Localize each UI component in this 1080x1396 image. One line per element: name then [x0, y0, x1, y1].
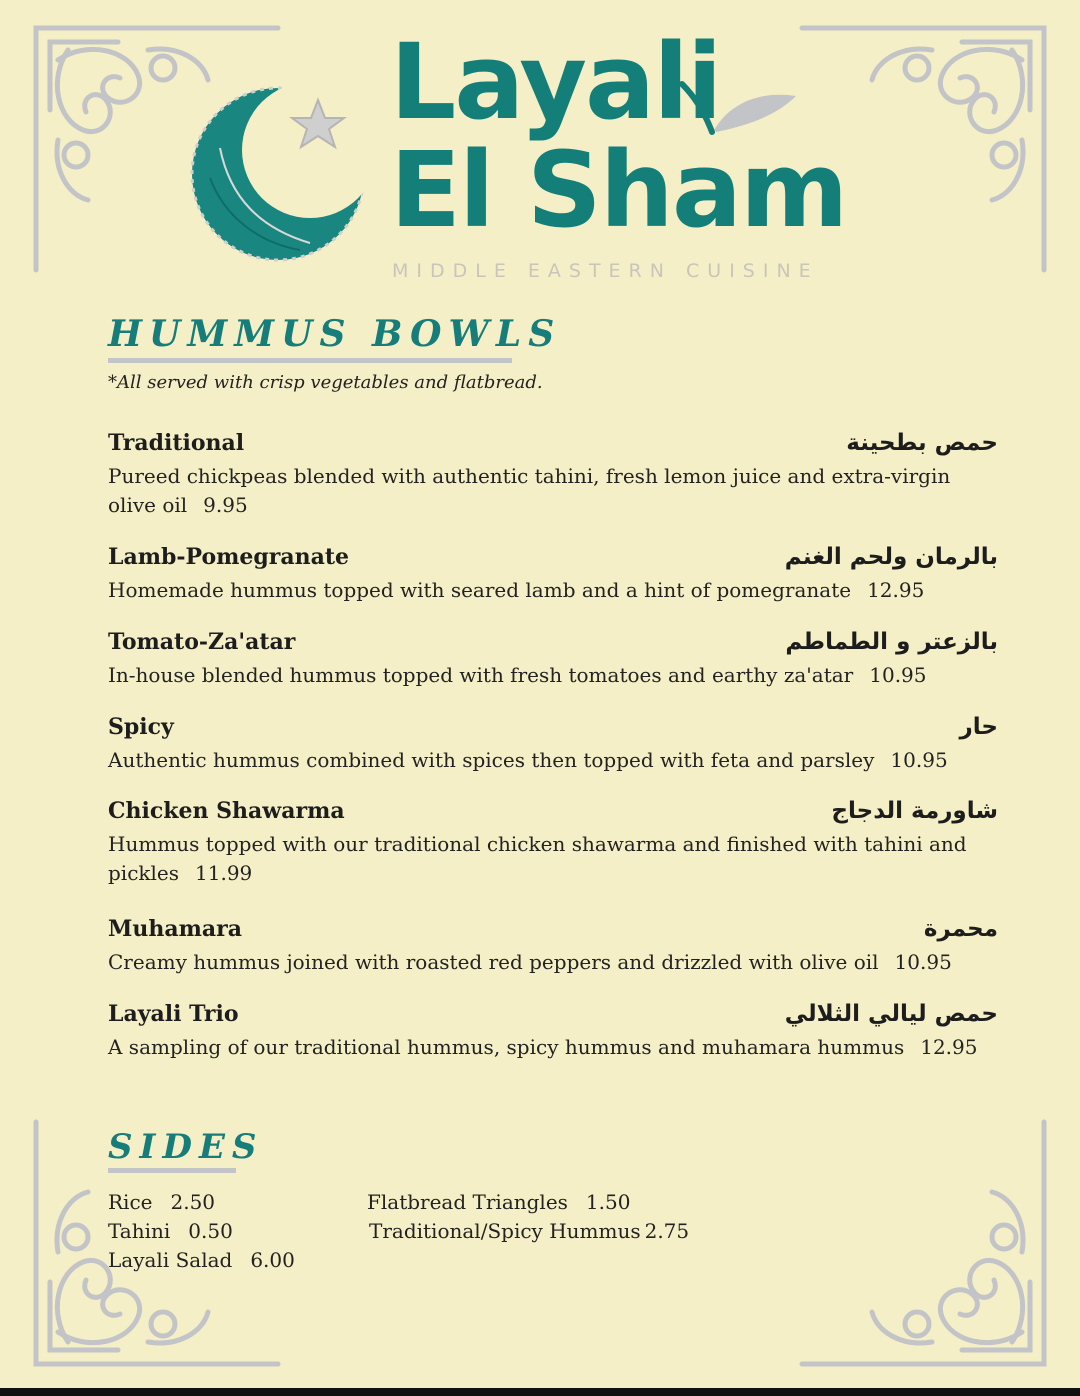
side-price: 2.50 [170, 1190, 216, 1214]
item-name: Chicken Shawarma [108, 798, 345, 824]
side-name: Traditional/Spicy Hummus [369, 1219, 641, 1243]
crescent-star-logo-icon [190, 78, 376, 264]
side-name: Rice [108, 1190, 153, 1214]
corner-ornament-bottom-right [792, 1112, 1052, 1372]
section-note: *All served with crisp vegetables and flatbread. [108, 372, 543, 393]
item-description: Pureed chickpeas blended with authentic tahini, fresh lemon juice and extra-virgin olive oil 9.95 [108, 464, 951, 517]
item-description: A sampling of our traditional hummus, spicy hummus and muhamara hummus 12.95 [108, 1035, 978, 1059]
item-description: Homemade hummus topped with seared lamb and a hint of pomegranate 12.95 [108, 578, 925, 602]
side-price: 2.75 [644, 1219, 690, 1243]
side-price: 0.50 [188, 1219, 233, 1243]
side-price: 6.00 [250, 1248, 295, 1272]
side-name: Flatbread Triangles [367, 1190, 568, 1214]
section-underline [108, 1168, 236, 1173]
item-price: 12.95 [920, 1035, 978, 1059]
item-name: Muhamara [108, 916, 242, 942]
item-name: Traditional [108, 430, 245, 456]
item-description: Authentic hummus combined with spices then topped with feta and parsley 10.95 [108, 748, 948, 772]
item-price: 11.99 [195, 861, 253, 885]
sides-section-title: SIDES [108, 1127, 264, 1167]
side-item [367, 1190, 630, 1214]
item-arabic-name: حمص بطحينة [846, 430, 998, 456]
side-item [108, 1248, 295, 1272]
item-price: 9.95 [203, 493, 248, 517]
item-arabic-name: بالرمان ولحم الغنم [784, 544, 998, 570]
bottom-edge-bar [0, 1388, 1080, 1396]
item-price: 10.95 [869, 663, 927, 687]
side-price: 1.50 [585, 1190, 631, 1214]
item-arabic-name: حار [959, 714, 998, 740]
item-price: 10.95 [894, 950, 952, 974]
leaf-icon [676, 76, 800, 138]
brand-name-line2: El Sham [390, 129, 847, 251]
side-item [108, 1219, 233, 1243]
item-price: 10.95 [890, 748, 948, 772]
item-name: Tomato-Za'atar [108, 629, 296, 655]
item-arabic-name: حمص ليالي الثلالي [784, 1001, 998, 1027]
side-item [108, 1190, 215, 1214]
item-name: Layali Trio [108, 1001, 239, 1027]
item-arabic-name: بالزعتر و الطماطم [785, 629, 998, 655]
brand-name-line1: Layali [390, 21, 721, 143]
item-name: Lamb-Pomegranate [108, 544, 350, 570]
item-arabic-name: محمرة [923, 916, 998, 942]
item-description: Hummus topped with our traditional chicken shawarma and finished with tahini and pickles 11.99 [108, 832, 967, 885]
tagline: MIDDLE EASTERN CUISINE [392, 260, 819, 282]
item-arabic-name: شاورمة الدجاج [831, 798, 998, 824]
side-item [369, 1219, 689, 1243]
item-description: In-house blended hummus topped with fresh tomatoes and earthy za'atar 10.95 [108, 663, 927, 687]
item-name: Spicy [108, 714, 174, 740]
section-underline [108, 358, 512, 363]
hummus-section-title: HUMMUS BOWLS [108, 313, 562, 355]
side-name: Tahini [108, 1219, 171, 1243]
side-name: Layali Salad [108, 1248, 233, 1272]
item-price: 12.95 [867, 578, 925, 602]
item-description: Creamy hummus joined with roasted red peppers and drizzled with olive oil 10.95 [108, 950, 952, 974]
